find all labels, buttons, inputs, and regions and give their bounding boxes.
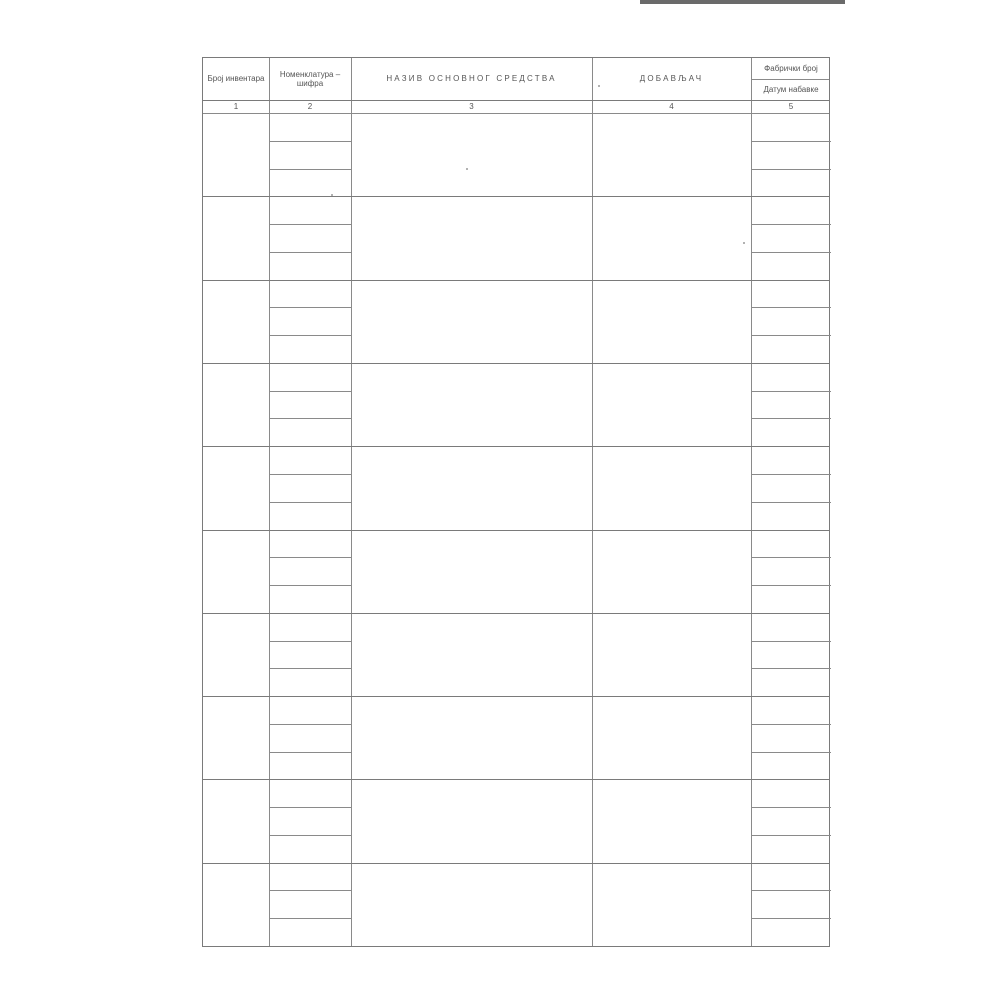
numbers-bottom-line [203, 113, 829, 114]
entry-row-divider [203, 863, 829, 864]
entry-row-divider [203, 696, 829, 697]
header-nomenclature-code: Номенклатура – шифра [279, 69, 341, 88]
sub-row-divider [751, 252, 831, 253]
sub-row-divider [751, 418, 831, 419]
sub-row-divider [751, 668, 831, 669]
entry-row-divider [203, 280, 829, 281]
column-number: 5 [788, 102, 794, 111]
sub-row-divider [751, 585, 831, 586]
sub-row-divider [269, 224, 351, 225]
sub-row-divider [269, 391, 351, 392]
sub-row-divider [269, 752, 351, 753]
sub-row-divider [269, 890, 351, 891]
scan-edge-strip [640, 0, 845, 4]
header-split-line [751, 79, 829, 80]
column-number: 4 [669, 102, 674, 111]
sub-row-divider [751, 502, 831, 503]
sub-row-divider [269, 502, 351, 503]
sub-row-divider [751, 474, 831, 475]
header-asset-name: НАЗИВ ОСНОВНОГ СРЕДСТВА [386, 74, 557, 84]
sub-row-divider [269, 418, 351, 419]
sub-row-divider [751, 141, 831, 142]
sub-row-divider [269, 474, 351, 475]
sub-row-divider [269, 918, 351, 919]
sub-row-divider [269, 835, 351, 836]
sub-row-divider [269, 141, 351, 142]
sub-row-divider [751, 169, 831, 170]
sub-row-divider [269, 585, 351, 586]
sub-row-divider [269, 668, 351, 669]
sub-row-divider [269, 169, 351, 170]
header-factory-number: Фабрички број [764, 63, 818, 73]
sub-row-divider [269, 557, 351, 558]
sub-row-divider [751, 335, 831, 336]
inventory-form-table [202, 57, 830, 947]
header-bottom-line [203, 100, 829, 101]
sub-row-divider [751, 890, 831, 891]
sub-row-divider [269, 724, 351, 725]
sub-row-divider [751, 641, 831, 642]
column-divider [351, 58, 352, 946]
scan-speck [598, 85, 600, 87]
entry-row-divider [203, 196, 829, 197]
sub-row-divider [751, 307, 831, 308]
entry-row-divider [203, 363, 829, 364]
sub-row-divider [751, 807, 831, 808]
sub-row-divider [269, 252, 351, 253]
entry-row-divider [203, 530, 829, 531]
sub-row-divider [751, 918, 831, 919]
column-number: 3 [469, 102, 474, 111]
scan-speck [743, 242, 745, 244]
column-divider [592, 58, 593, 946]
sub-row-divider [269, 307, 351, 308]
header-supplier: ДОБАВЉАЧ [639, 74, 704, 84]
header-inventory-number: Број инвентара [207, 74, 265, 84]
sub-row-divider [751, 557, 831, 558]
sub-row-divider [751, 391, 831, 392]
sub-row-divider [269, 807, 351, 808]
sub-row-divider [751, 224, 831, 225]
header-purchase-date: Датум набавке [763, 84, 819, 94]
entry-row-divider [203, 446, 829, 447]
sub-row-divider [751, 835, 831, 836]
scan-speck [466, 168, 468, 170]
entry-row-divider [203, 613, 829, 614]
sub-row-divider [269, 641, 351, 642]
column-number: 1 [233, 102, 239, 111]
sub-row-divider [751, 752, 831, 753]
sub-row-divider [751, 724, 831, 725]
sub-row-divider [269, 335, 351, 336]
entry-row-divider [203, 779, 829, 780]
column-number: 2 [307, 102, 313, 111]
